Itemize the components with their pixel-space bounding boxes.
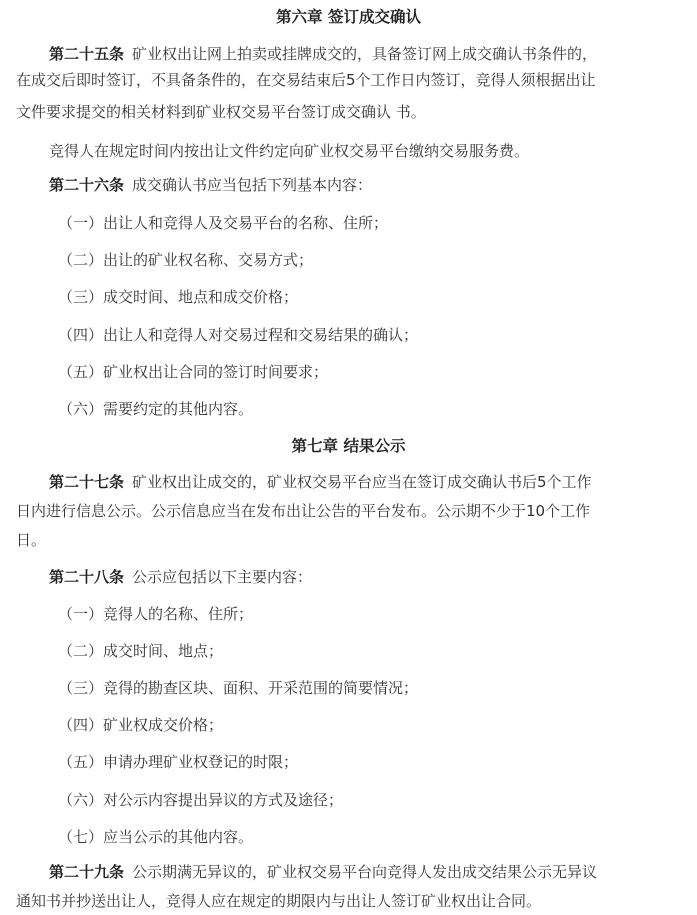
article-27-text-2: 日内进行信息公示。公示信息应当在发布出让公告的平台发布。公示期不少于10个工作 — [16, 502, 591, 520]
article-28-item: （二）成交时间、地点； — [58, 642, 224, 660]
article-26-item: （二）出让的矿业权名称、交易方式； — [58, 251, 314, 269]
chapter-6-title: 第六章 签订成交确认 — [276, 8, 421, 26]
article-28-item: （三）竞得的勘查区块、面积、开采范围的简要情况； — [58, 679, 419, 697]
article-26-label: 第二十六条 — [49, 176, 125, 194]
article-28-item: （六）对公示内容提出异议的方式及途径； — [58, 791, 344, 809]
article-28-item: （七）应当公示的其他内容。 — [58, 828, 254, 846]
article-28-item: （五）申请办理矿业权登记的时限； — [58, 753, 299, 771]
article-25-text-3: 文件要求提交的相关材料到矿业权交易平台签订成交确认 书。 — [16, 103, 426, 121]
article-28-item: （四）矿业权成交价格； — [58, 716, 224, 734]
article-29-text-2: 通知书并抄送出让人，竞得人应在规定的期限内与出让人签订矿业权出让合同。 — [16, 892, 542, 910]
article-25-text-2: 在成交后即时签订，不具备条件的，在交易结束后5个工作日内签订，竞得人须根据出让 — [16, 71, 596, 89]
article-27-first-line — [0, 472, 697, 492]
article-28-item: （一）竞得人的名称、住所； — [58, 605, 254, 623]
article-26-text: 成交确认书应当包括下列基本内容： — [132, 176, 373, 194]
article-26-first-line — [0, 175, 697, 195]
article-25-label: 第二十五条 — [49, 45, 125, 63]
article-28-text: 公示应包括以下主要内容： — [132, 568, 313, 586]
article-26-item: （五）矿业权出让合同的签订时间要求； — [58, 363, 329, 381]
article-28-first-line — [0, 567, 697, 587]
article-29-first-line — [0, 862, 697, 882]
article-27-text-3: 日。 — [16, 531, 47, 549]
article-26-item: （一）出让人和竞得人及交易平台的名称、住所； — [58, 214, 389, 232]
article-29-text-1: 公示期满无异议的，矿业权交易平台向竞得人发出成交结果公示无异议 — [132, 863, 598, 881]
article-26-item: （三）成交时间、地点和成交价格； — [58, 288, 299, 306]
article-25-text-1: 矿业权出让网上拍卖或挂牌成交的，具备签订网上成交确认书条件的， — [132, 45, 598, 63]
article-27-text-1: 矿业权出让成交的，矿业权交易平台应当在签订成交确认书后5个工作 — [132, 473, 592, 491]
article-27-label: 第二十七条 — [49, 473, 125, 491]
article-29-label: 第二十九条 — [49, 863, 125, 881]
article-26-item: （四）出让人和竞得人对交易过程和交易结果的确认； — [58, 326, 419, 344]
chapter-7-title: 第七章 结果公示 — [291, 437, 406, 455]
article-26-item: （六）需要约定的其他内容。 — [58, 400, 254, 418]
fee-paragraph: 竞得人在规定时间内按出让文件约定向矿业权交易平台缴纳交易服务费。 — [49, 142, 530, 160]
article-25-first-line — [0, 44, 697, 64]
article-28-label: 第二十八条 — [49, 568, 125, 586]
